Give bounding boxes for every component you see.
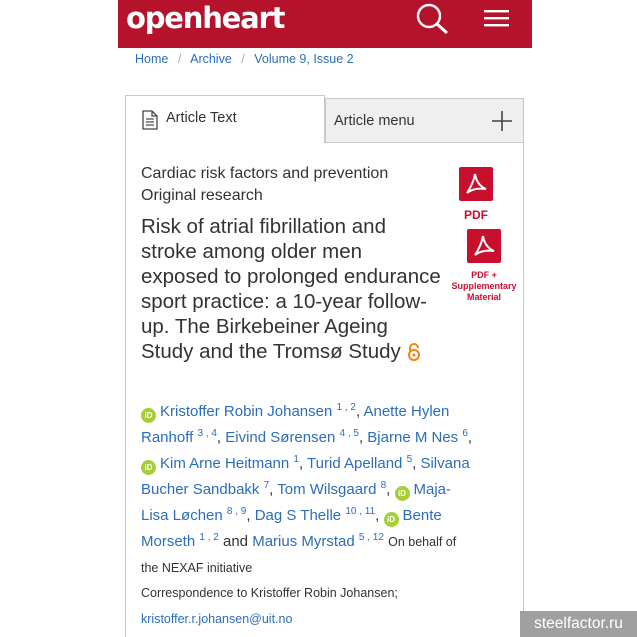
- breadcrumb-archive[interactable]: Archive: [190, 52, 232, 66]
- pdf-supp-line-2: Supplementary: [451, 281, 517, 291]
- author-link[interactable]: Marius Myrstad: [252, 533, 355, 550]
- correspondence-email-link[interactable]: kristoffer.r.johansen@uit.no: [141, 612, 293, 626]
- author-affiliation[interactable]: 1 , 2: [199, 532, 219, 543]
- pdf-supplementary-label: [444, 270, 524, 303]
- correspondence-text: Correspondence to Kristoffer Robin Johansen;: [141, 586, 398, 600]
- pdf-label: PDF: [464, 208, 488, 222]
- author-link[interactable]: Silvana Bucher Sandbakk: [141, 455, 470, 498]
- watermark: steelfactor.ru: [520, 611, 637, 637]
- search-icon: [415, 2, 449, 34]
- pdf-supp-line-3: Material: [466, 292, 501, 302]
- plus-icon: [491, 110, 513, 132]
- author-affiliation[interactable]: 1 , 2: [336, 402, 356, 413]
- orcid-icon[interactable]: iD: [141, 460, 156, 475]
- tab-article-menu[interactable]: [325, 98, 524, 143]
- author-affiliation[interactable]: 5 , 12: [358, 532, 384, 543]
- top-bar: [118, 0, 532, 48]
- page: [118, 0, 532, 637]
- breadcrumb-home[interactable]: Home: [135, 52, 169, 66]
- author-affiliation[interactable]: 1: [293, 454, 299, 465]
- article-title-text: Risk of atrial fibrillation and stroke among older men exposed to prolonged endurance sport practice: a 10-year follow-up. The Birkebeiner Ageing Study and the Tromsø Study: [141, 215, 441, 363]
- author-affiliation[interactable]: 4 , 5: [339, 428, 359, 439]
- document-icon: [142, 110, 158, 130]
- author-link[interactable]: Kim Arne Heitmann: [160, 455, 290, 472]
- author-affiliation[interactable]: 5: [406, 454, 413, 465]
- author-link[interactable]: Eivind Sørensen: [225, 429, 336, 446]
- author-link[interactable]: Dag S Thelle: [254, 507, 342, 524]
- author-affiliation[interactable]: 7: [263, 480, 270, 491]
- menu-button[interactable]: [482, 6, 512, 30]
- on-behalf-text: On behalf of the NEXAF initiative: [141, 535, 457, 575]
- author-affiliation[interactable]: 6: [462, 428, 468, 439]
- hamburger-menu-icon: [482, 6, 512, 30]
- open-access-lock-icon: [407, 342, 421, 367]
- article-title: [141, 214, 441, 367]
- author-affiliation[interactable]: 8: [380, 480, 387, 491]
- author-link[interactable]: Maja-Lisa Løchen: [141, 481, 452, 524]
- orcid-icon[interactable]: iD: [384, 512, 399, 527]
- breadcrumb-separator: /: [241, 52, 245, 66]
- and-text: and: [223, 533, 249, 550]
- pdf-icon: [459, 167, 493, 201]
- article-type: Original research: [141, 187, 263, 204]
- tab-article-text[interactable]: [125, 95, 325, 143]
- search-button[interactable]: [415, 2, 449, 34]
- author-link[interactable]: Turid Apelland: [307, 455, 403, 472]
- pdf-supp-line-1: PDF +: [471, 270, 497, 280]
- breadcrumb-separator: /: [177, 52, 182, 66]
- author-link[interactable]: Tom Wilsgaard: [277, 481, 377, 498]
- tab-article-text-label: Article Text: [166, 110, 237, 126]
- author-link[interactable]: Kristoffer Robin Johansen: [160, 403, 333, 420]
- author-link[interactable]: Bjarne M Nes: [367, 429, 459, 446]
- article-category: Cardiac risk factors and prevention: [141, 165, 389, 182]
- pdf-supplementary-button[interactable]: [444, 229, 524, 303]
- author-link[interactable]: Anette Hylen Ranhoff: [141, 403, 450, 446]
- breadcrumb-issue[interactable]: Volume 9, Issue 2: [254, 52, 354, 66]
- author-link[interactable]: Bente Morseth: [141, 507, 442, 550]
- orcid-icon[interactable]: iD: [141, 408, 156, 423]
- author-affiliation[interactable]: 3 , 4: [197, 428, 217, 439]
- author-affiliation[interactable]: 8 , 9: [226, 506, 247, 517]
- pdf-download-button[interactable]: [458, 167, 494, 222]
- author-list: iD Kristoffer Robin Johansen $^{1 , 2}$, Anette Hylen Ranhoff $^{3 , 4}$, Eivind Sørensen $^{4 , 5}$, Bjarne M Nes $^6$, iD Kim Arne Heitmann $^1$, Turid Apelland $^5$, Silvana Bucher Sandbakk $^7$, Tom Wilsgaard $^8$, iD Maja-Lisa Løchen $^{8 , 9}$, Dag S Thelle $^{10 , 11}$, iD Bente Morseth $^{1 , 2}$ and Marius Myrstad $^{5 , 12}$ On behalf of the NEXAF initiative: [141, 402, 473, 575]
- breadcrumb: [135, 52, 354, 66]
- pdf-icon: [467, 229, 501, 263]
- tab-article-menu-label: Article menu: [334, 113, 415, 129]
- author-affiliation[interactable]: 10 , 11: [345, 506, 376, 517]
- site-logo[interactable]: openheart: [126, 1, 285, 35]
- orcid-icon[interactable]: iD: [395, 486, 410, 501]
